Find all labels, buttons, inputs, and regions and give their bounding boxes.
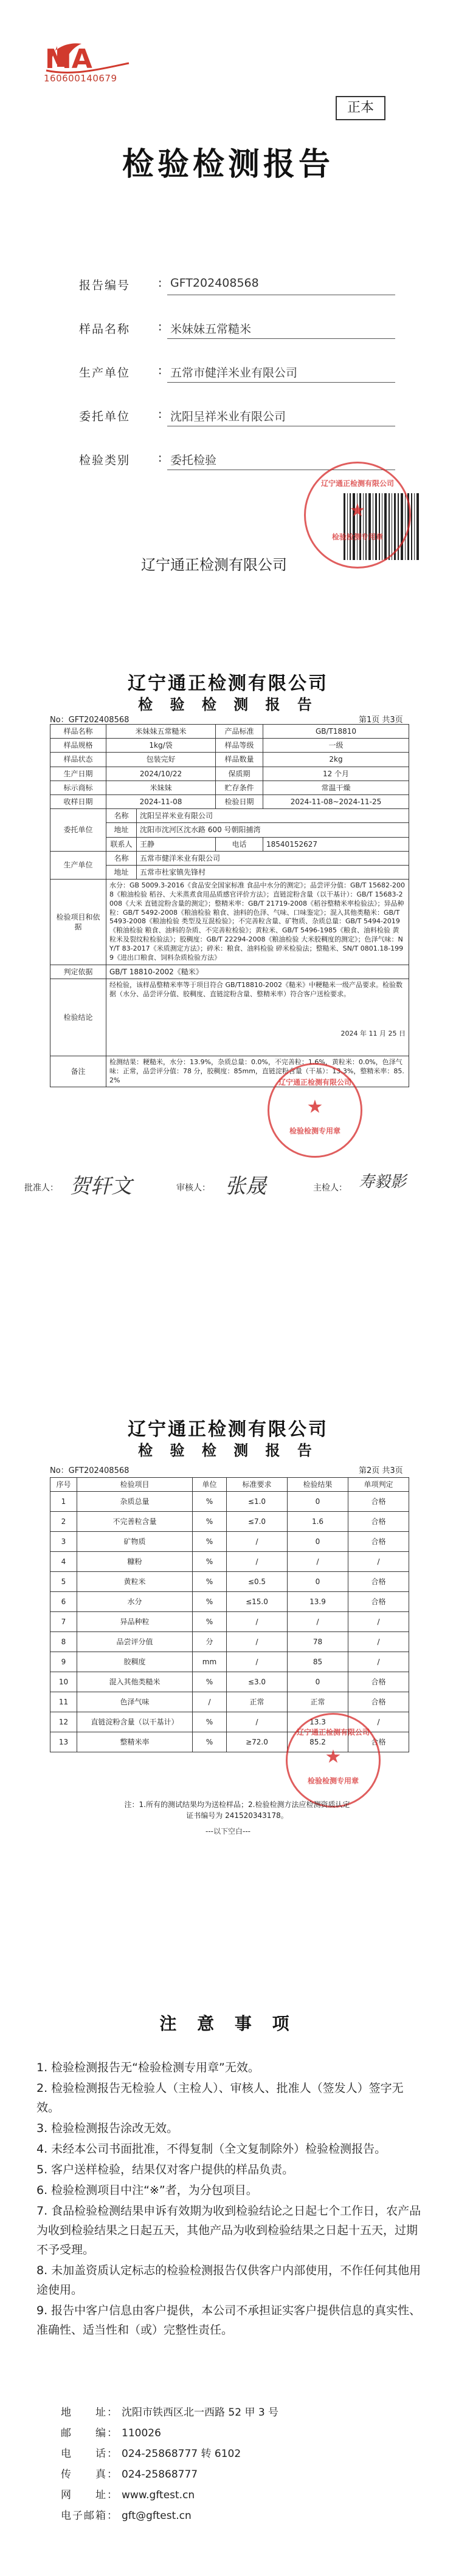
col-header: 检验结果 bbox=[288, 1478, 348, 1492]
table-row bbox=[50, 794, 409, 808]
cell: GB/T18810 bbox=[263, 725, 409, 739]
note-item: 2. 检验检测报告无检验人（主检人）、审核人、批准人（签发人）签字无效。 bbox=[36, 2082, 404, 2114]
contact-list bbox=[61, 2402, 426, 2526]
contact-row bbox=[61, 2444, 426, 2464]
contact-value: 024-25868777 转 6102 bbox=[122, 2448, 241, 2460]
stamp-text: 辽宁通正检测有限公司 bbox=[296, 1728, 370, 1737]
cell: ≤3.0 bbox=[227, 1672, 288, 1692]
conclusion-text: 经检验，该样品整精米率等于项目符合 GB/T18810-2002《糙米》中粳糙米一级产品要求。检验数据（水分、品尝评分值、胶稠度、直链淀粉含量、整精米率）符合客户送检要求。 bbox=[109, 980, 402, 998]
stamp-text: 辽宁通正检测有限公司 bbox=[320, 479, 394, 488]
note-item: 6. 检验检测项目中注“※”者，为分包项目。 bbox=[36, 2184, 258, 2197]
table-row bbox=[50, 1692, 409, 1712]
contact-label: 电 话： bbox=[61, 2448, 119, 2460]
cell: 直链淀粉含量（以干基计） bbox=[77, 1712, 193, 1732]
sample-info-table bbox=[50, 724, 409, 1087]
contact-row bbox=[61, 2485, 426, 2506]
field-label: 样品名称 bbox=[79, 323, 131, 336]
checker-label: 主检人： bbox=[313, 1183, 347, 1193]
cell: 12 个月 bbox=[263, 767, 409, 781]
cell: 判定依据 bbox=[50, 965, 106, 979]
table-row bbox=[50, 1732, 409, 1752]
cell: 合格 bbox=[348, 1692, 409, 1712]
cell: 2 bbox=[50, 1512, 77, 1532]
cell: 胶稠度 bbox=[77, 1652, 193, 1672]
cell: / bbox=[227, 1552, 288, 1572]
cell: 1kg/袋 bbox=[106, 739, 216, 753]
cell: 联系人 bbox=[106, 837, 137, 851]
note-item: 8. 未加盖资质认定标志的检验检测报告仅供客户内部使用，不作任何其他用途使用。 bbox=[36, 2264, 421, 2297]
cover-page bbox=[0, 0, 456, 656]
cell: 米妹妹五常糙米 bbox=[106, 725, 216, 739]
contact-row bbox=[61, 2464, 426, 2485]
table-row bbox=[50, 725, 409, 739]
cell: % bbox=[193, 1592, 227, 1612]
field-value: 五常市健洋米业有限公司 bbox=[170, 366, 298, 380]
table-row bbox=[50, 1672, 409, 1692]
field-value: 米妹妹五常糙米 bbox=[170, 323, 252, 336]
table-row bbox=[50, 781, 409, 794]
cell: / bbox=[227, 1532, 288, 1552]
cell: 米妹妹 bbox=[106, 781, 216, 794]
cell: 5 bbox=[50, 1572, 77, 1592]
cell: 8 bbox=[50, 1632, 77, 1652]
cell: ≤15.0 bbox=[227, 1592, 288, 1612]
conclusion-date: 2024 年 11 月 25 日 bbox=[340, 1029, 406, 1037]
cell: 保质期 bbox=[216, 767, 263, 781]
cell: 检验项目和依据 bbox=[50, 880, 106, 965]
report-number: No：GFT202408568 bbox=[50, 716, 130, 725]
table-row bbox=[50, 1572, 409, 1592]
report-page-1 bbox=[0, 656, 456, 1288]
col-header: 序号 bbox=[50, 1478, 77, 1492]
stamp-star-icon: ★ bbox=[306, 1096, 323, 1118]
report-page-2 bbox=[0, 1288, 456, 1956]
cell: 合格 bbox=[348, 1572, 409, 1592]
cell: 0 bbox=[288, 1492, 348, 1512]
contact-row bbox=[61, 2402, 426, 2423]
table-row bbox=[50, 809, 409, 823]
stamp-subtext: 检验检测专用章 bbox=[307, 1777, 359, 1785]
cell: 样品名称 bbox=[50, 725, 106, 739]
note-item: 1. 检验检测报告无“检验检测专用章”无效。 bbox=[36, 2061, 260, 2074]
contact-value: gft@gftest.cn bbox=[122, 2510, 192, 2522]
cell: % bbox=[193, 1712, 227, 1732]
report-number: No：GFT202408568 bbox=[50, 1466, 130, 1475]
cell: 12 bbox=[50, 1712, 77, 1732]
cell: 贮存条件 bbox=[216, 781, 263, 794]
cell: 名称 bbox=[106, 851, 137, 865]
reviewer-label: 审核人： bbox=[176, 1183, 210, 1193]
contact-label: 网 址： bbox=[61, 2489, 119, 2501]
cell: 标示商标 bbox=[50, 781, 106, 794]
cell: 10 bbox=[50, 1672, 77, 1692]
report-subtitle: 检 验 检 测 报 告 bbox=[138, 696, 318, 713]
cell: 不完善粒含量 bbox=[77, 1512, 193, 1532]
notes-title: 注 意 事 项 bbox=[159, 2014, 297, 2034]
cma-cert-number: 160600140679 bbox=[44, 73, 117, 84]
cell: 样品状态 bbox=[50, 753, 106, 767]
stamp-text: 辽宁通正检测有限公司 bbox=[278, 1078, 351, 1087]
table-row bbox=[50, 1056, 409, 1087]
stamp-star-icon: ★ bbox=[325, 1746, 342, 1768]
table-row bbox=[50, 1632, 409, 1652]
cover-title: 检验检测报告 bbox=[122, 146, 334, 183]
cell: 18540152627 bbox=[263, 837, 409, 851]
cell bbox=[106, 979, 409, 1056]
cell: % bbox=[193, 1672, 227, 1692]
cell: ≤7.0 bbox=[227, 1512, 288, 1532]
table-row bbox=[50, 965, 409, 979]
cell: 地址 bbox=[106, 823, 137, 837]
cell: 7 bbox=[50, 1612, 77, 1632]
cell: 1 bbox=[50, 1492, 77, 1512]
checker-signature: 寿毅影 bbox=[359, 1173, 407, 1191]
notes-list bbox=[0, 2058, 456, 2341]
cell: / bbox=[348, 1712, 409, 1732]
cell: 样品数量 bbox=[216, 753, 263, 767]
cell: 包装完好 bbox=[106, 753, 216, 767]
field-label: 报告编号 bbox=[79, 279, 131, 292]
cell: / bbox=[348, 1612, 409, 1632]
cell: 生产单位 bbox=[50, 851, 106, 879]
stamp-subtext: 检验检测专用章 bbox=[289, 1127, 340, 1135]
cell: ≥72.0 bbox=[227, 1732, 288, 1752]
report-company: 辽宁通正检测有限公司 bbox=[128, 1419, 328, 1440]
cell: 2kg bbox=[263, 753, 409, 767]
contact-label: 电子邮箱： bbox=[61, 2510, 119, 2522]
field-value: 委托检验 bbox=[170, 454, 217, 467]
cover-field-client: 委托单位 : 沈阳呈祥米业有限公司 bbox=[79, 408, 395, 432]
reviewer-signature: 张晟 bbox=[225, 1174, 266, 1198]
cell: 五常市杜家镇先锋村 bbox=[137, 865, 409, 879]
table-row bbox=[50, 1712, 409, 1732]
cell: 糠粉 bbox=[77, 1552, 193, 1572]
table-row bbox=[50, 1532, 409, 1552]
contact-value: 024-25868777 bbox=[122, 2468, 198, 2481]
cell: % bbox=[193, 1492, 227, 1512]
cell: 检验日期 bbox=[216, 794, 263, 808]
cell: ≤0.5 bbox=[227, 1572, 288, 1592]
note-item: 9. 报告中客户信息由客户提供，本公司不承担证实客户提供信息的真实性、准确性、适当性和（或）完整性责任。 bbox=[36, 2304, 421, 2337]
cell: 13.3 bbox=[288, 1712, 348, 1732]
table-row bbox=[50, 1552, 409, 1572]
cell: 0 bbox=[288, 1532, 348, 1552]
cell: mm bbox=[193, 1652, 227, 1672]
cell: 3 bbox=[50, 1532, 77, 1552]
cell: 沈阳市沈河区沈水路 600 号朝阳捕湾 bbox=[137, 823, 409, 837]
cell: % bbox=[193, 1732, 227, 1752]
cell: 正常 bbox=[227, 1692, 288, 1712]
contact-row bbox=[61, 2506, 426, 2526]
cover-field-sample-name: 样品名称 : 米妹妹五常糙米 bbox=[79, 320, 395, 344]
cell: % bbox=[193, 1572, 227, 1592]
field-value: GFT202408568 bbox=[170, 276, 259, 290]
cell: 样品等级 bbox=[216, 739, 263, 753]
cell: 6 bbox=[50, 1592, 77, 1612]
barcode-icon bbox=[344, 493, 420, 560]
cover-field-producer: 生产单位 : 五常市健洋米业有限公司 bbox=[79, 364, 395, 388]
cover-field-test-type: 检验类别 : 委托检验 bbox=[79, 451, 395, 476]
cell: / bbox=[227, 1612, 288, 1632]
cell: % bbox=[193, 1532, 227, 1552]
col-header: 单位 bbox=[193, 1478, 227, 1492]
cell: GB/T 18810-2002《糙米》 bbox=[106, 965, 409, 979]
cell: 13 bbox=[50, 1732, 77, 1752]
approver-signature: 贺轩文 bbox=[70, 1174, 132, 1198]
cell: 地址 bbox=[106, 865, 137, 879]
cell: 常温干燥 bbox=[263, 781, 409, 794]
cell: / bbox=[227, 1652, 288, 1672]
stamp-star-icon: ★ bbox=[349, 500, 366, 521]
cell: / bbox=[288, 1552, 348, 1572]
cell: 水分 bbox=[77, 1592, 193, 1612]
cell: 混入其他类糙米 bbox=[77, 1672, 193, 1692]
cell: 合格 bbox=[348, 1732, 409, 1752]
cover-issuer: 辽宁通正检测有限公司 bbox=[141, 556, 287, 573]
table-row bbox=[50, 753, 409, 767]
cell: 9 bbox=[50, 1652, 77, 1672]
table-row bbox=[50, 767, 409, 781]
cell: 85 bbox=[288, 1652, 348, 1672]
approver-label: 批准人： bbox=[24, 1183, 58, 1193]
cell: 产品标准 bbox=[216, 725, 263, 739]
cell: 黄粒米 bbox=[77, 1572, 193, 1592]
table-row bbox=[50, 1652, 409, 1672]
cell: 杂质总量 bbox=[77, 1492, 193, 1512]
cell: / bbox=[348, 1652, 409, 1672]
cell: 0 bbox=[288, 1672, 348, 1692]
contact-value: www.gftest.cn bbox=[122, 2489, 195, 2501]
report-subtitle: 检 验 检 测 报 告 bbox=[138, 1442, 318, 1459]
col-header: 标准要求 bbox=[227, 1478, 288, 1492]
page-indicator: 第1页 共3页 bbox=[359, 716, 403, 725]
cell: 4 bbox=[50, 1552, 77, 1572]
cell: 委托单位 bbox=[50, 809, 106, 852]
col-header: 单项判定 bbox=[348, 1478, 409, 1492]
cell: / bbox=[227, 1632, 288, 1652]
report-company: 辽宁通正检测有限公司 bbox=[128, 673, 328, 694]
table-row bbox=[50, 1492, 409, 1512]
table-row bbox=[50, 851, 409, 865]
contact-value: 沈阳市铁西区北一西路 52 甲 3 号 bbox=[122, 2407, 279, 2419]
table-header-row bbox=[50, 1478, 409, 1492]
table-note: 注：1.所有的测试结果均为送检样品；2.检验检测方法应检测资质认定证书编号为 241520343178。 bbox=[124, 1800, 350, 1820]
cell: / bbox=[227, 1712, 288, 1732]
cell: / bbox=[288, 1612, 348, 1632]
cell: 2024/10/22 bbox=[106, 767, 216, 781]
contact-label: 传 真： bbox=[61, 2468, 119, 2481]
contact-label: 地 址： bbox=[61, 2407, 119, 2419]
results-table bbox=[50, 1477, 409, 1752]
note-item: 4. 未经本公司书面批准，不得复制（全文复制除外）检验检测报告。 bbox=[36, 2142, 387, 2156]
cell: 矿物质 bbox=[77, 1532, 193, 1552]
cell: / bbox=[348, 1632, 409, 1652]
cell: 合格 bbox=[348, 1492, 409, 1512]
cell: 生产日期 bbox=[50, 767, 106, 781]
cell: 沈阳呈祥米业有限公司 bbox=[137, 809, 409, 823]
field-value: 沈阳呈祥米业有限公司 bbox=[170, 410, 286, 423]
cell: % bbox=[193, 1552, 227, 1572]
cell: 85.2 bbox=[288, 1732, 348, 1752]
cell: 合格 bbox=[348, 1532, 409, 1552]
table-row bbox=[50, 1612, 409, 1632]
cell: 整精米率 bbox=[77, 1732, 193, 1752]
cover-field-report-no: 报告编号 : GFT202408568 bbox=[79, 276, 395, 301]
table-row bbox=[50, 1512, 409, 1532]
cell: 一级 bbox=[263, 739, 409, 753]
cell: 样品规格 bbox=[50, 739, 106, 753]
table-row bbox=[50, 979, 409, 1056]
cell: 水分：GB 5009.3-2016《食品安全国家标准 食品中水分的测定》；品尝评分值：GB/T 15682-2008《粮油检验 稻谷、大米蒸煮食用品质感官评价方法》；直链淀粉含量（以干基计）：GB/T 15683-2008《大米 直链淀粉含量的测定》；整精米率：GB/T 21719-2008《稻谷整精米率检验法》；异品种粒：GB/T 5492-2008《粮油检验 粮食、油料的色泽、气味、口味鉴定》；混入其他类糙米：GB/T 5493-2008《粮油检验 类型及互混检验》；不完善粒含量、矿物质、杂质总量：GB/T 5494-2019《粮油检验 粮食、油料的杂质、不完善粒检验》；黄粒米、GB/T 5496-1985《粮食、油料检验 黄粒米及裂纹粒检验法》；胶稠度：GB/T 22294-2008《粮油检验 大米胶稠度的测定》；色泽气味：NY/T 83-2017《米质测定方法》；碎米：粮食、油料检验 碎米检验法；整糙米、SN/T 0801.18-1999《进出口粮食、饲料杂质检验方法》 bbox=[106, 880, 409, 965]
cell: 2024-11-08~2024-11-25 bbox=[263, 794, 409, 808]
svg-text:MA: MA bbox=[45, 44, 92, 75]
cell: 合格 bbox=[348, 1592, 409, 1612]
note-item: 3. 检验检测报告涂改无效。 bbox=[36, 2122, 179, 2135]
cell: 电话 bbox=[216, 837, 263, 851]
field-label: 生产单位 bbox=[79, 366, 131, 380]
cell: 五常市健洋米业有限公司 bbox=[137, 851, 409, 865]
field-label: 检验类别 bbox=[79, 454, 131, 467]
note-item: 7. 食品检验检测结果申诉有效期为收到检验结论之日起七个工作日，农产品为收到检验结果之日起五天，其他产品为收到检验结果之日起十五天，过期不予受理。 bbox=[36, 2204, 421, 2257]
cell: 正常 bbox=[288, 1692, 348, 1712]
cell: % bbox=[193, 1612, 227, 1632]
cell: / bbox=[348, 1552, 409, 1572]
cell: 名称 bbox=[106, 809, 137, 823]
cell: 11 bbox=[50, 1692, 77, 1712]
cell: 13.9 bbox=[288, 1592, 348, 1612]
contact-label: 邮 编： bbox=[61, 2427, 119, 2439]
original-badge: 正本 bbox=[336, 96, 385, 120]
cell: 2024-11-08 bbox=[106, 794, 216, 808]
cell: ≤1.0 bbox=[227, 1492, 288, 1512]
cell: 品尝评分值 bbox=[77, 1632, 193, 1652]
cell: 色泽气味 bbox=[77, 1692, 193, 1712]
stamp-subtext: 检验检测专用章 bbox=[331, 533, 383, 541]
table-row bbox=[50, 739, 409, 753]
end-mark: ---以下空白--- bbox=[206, 1827, 250, 1836]
page-indicator: 第2页 共3页 bbox=[359, 1466, 403, 1475]
col-header: 检验项目 bbox=[77, 1478, 193, 1492]
cell: 王静 bbox=[137, 837, 216, 851]
cell: 备注 bbox=[50, 1056, 106, 1087]
cell: 0 bbox=[288, 1572, 348, 1592]
cell: / bbox=[193, 1692, 227, 1712]
cell: 检测结果：粳糙米，水分：13.9%，杂质总量：0.0%，不完善粒：1.6%，黄粒米：0.0%，色泽气味：正常，品尝评分值：78 分，胶稠度：85mm，直链淀粉含量（干基）：13.3%，整精米率：85.2% bbox=[106, 1056, 409, 1087]
notes-page bbox=[0, 1956, 456, 2576]
cell: 合格 bbox=[348, 1512, 409, 1532]
cell: % bbox=[193, 1512, 227, 1532]
cell: 合格 bbox=[348, 1672, 409, 1692]
table-row bbox=[50, 1592, 409, 1612]
cell: 检验结论 bbox=[50, 979, 106, 1056]
field-label: 委托单位 bbox=[79, 410, 131, 423]
cell: 异品种粒 bbox=[77, 1612, 193, 1632]
table-row bbox=[50, 880, 409, 965]
cell: 78 bbox=[288, 1632, 348, 1652]
contact-value: 110026 bbox=[122, 2427, 161, 2439]
cell: 分 bbox=[193, 1632, 227, 1652]
note-item: 5. 客户送样检验，结果仅对客户提供的样品负责。 bbox=[36, 2163, 294, 2176]
cell: 收样日期 bbox=[50, 794, 106, 808]
cell: 1.6 bbox=[288, 1512, 348, 1532]
contact-row bbox=[61, 2423, 426, 2444]
